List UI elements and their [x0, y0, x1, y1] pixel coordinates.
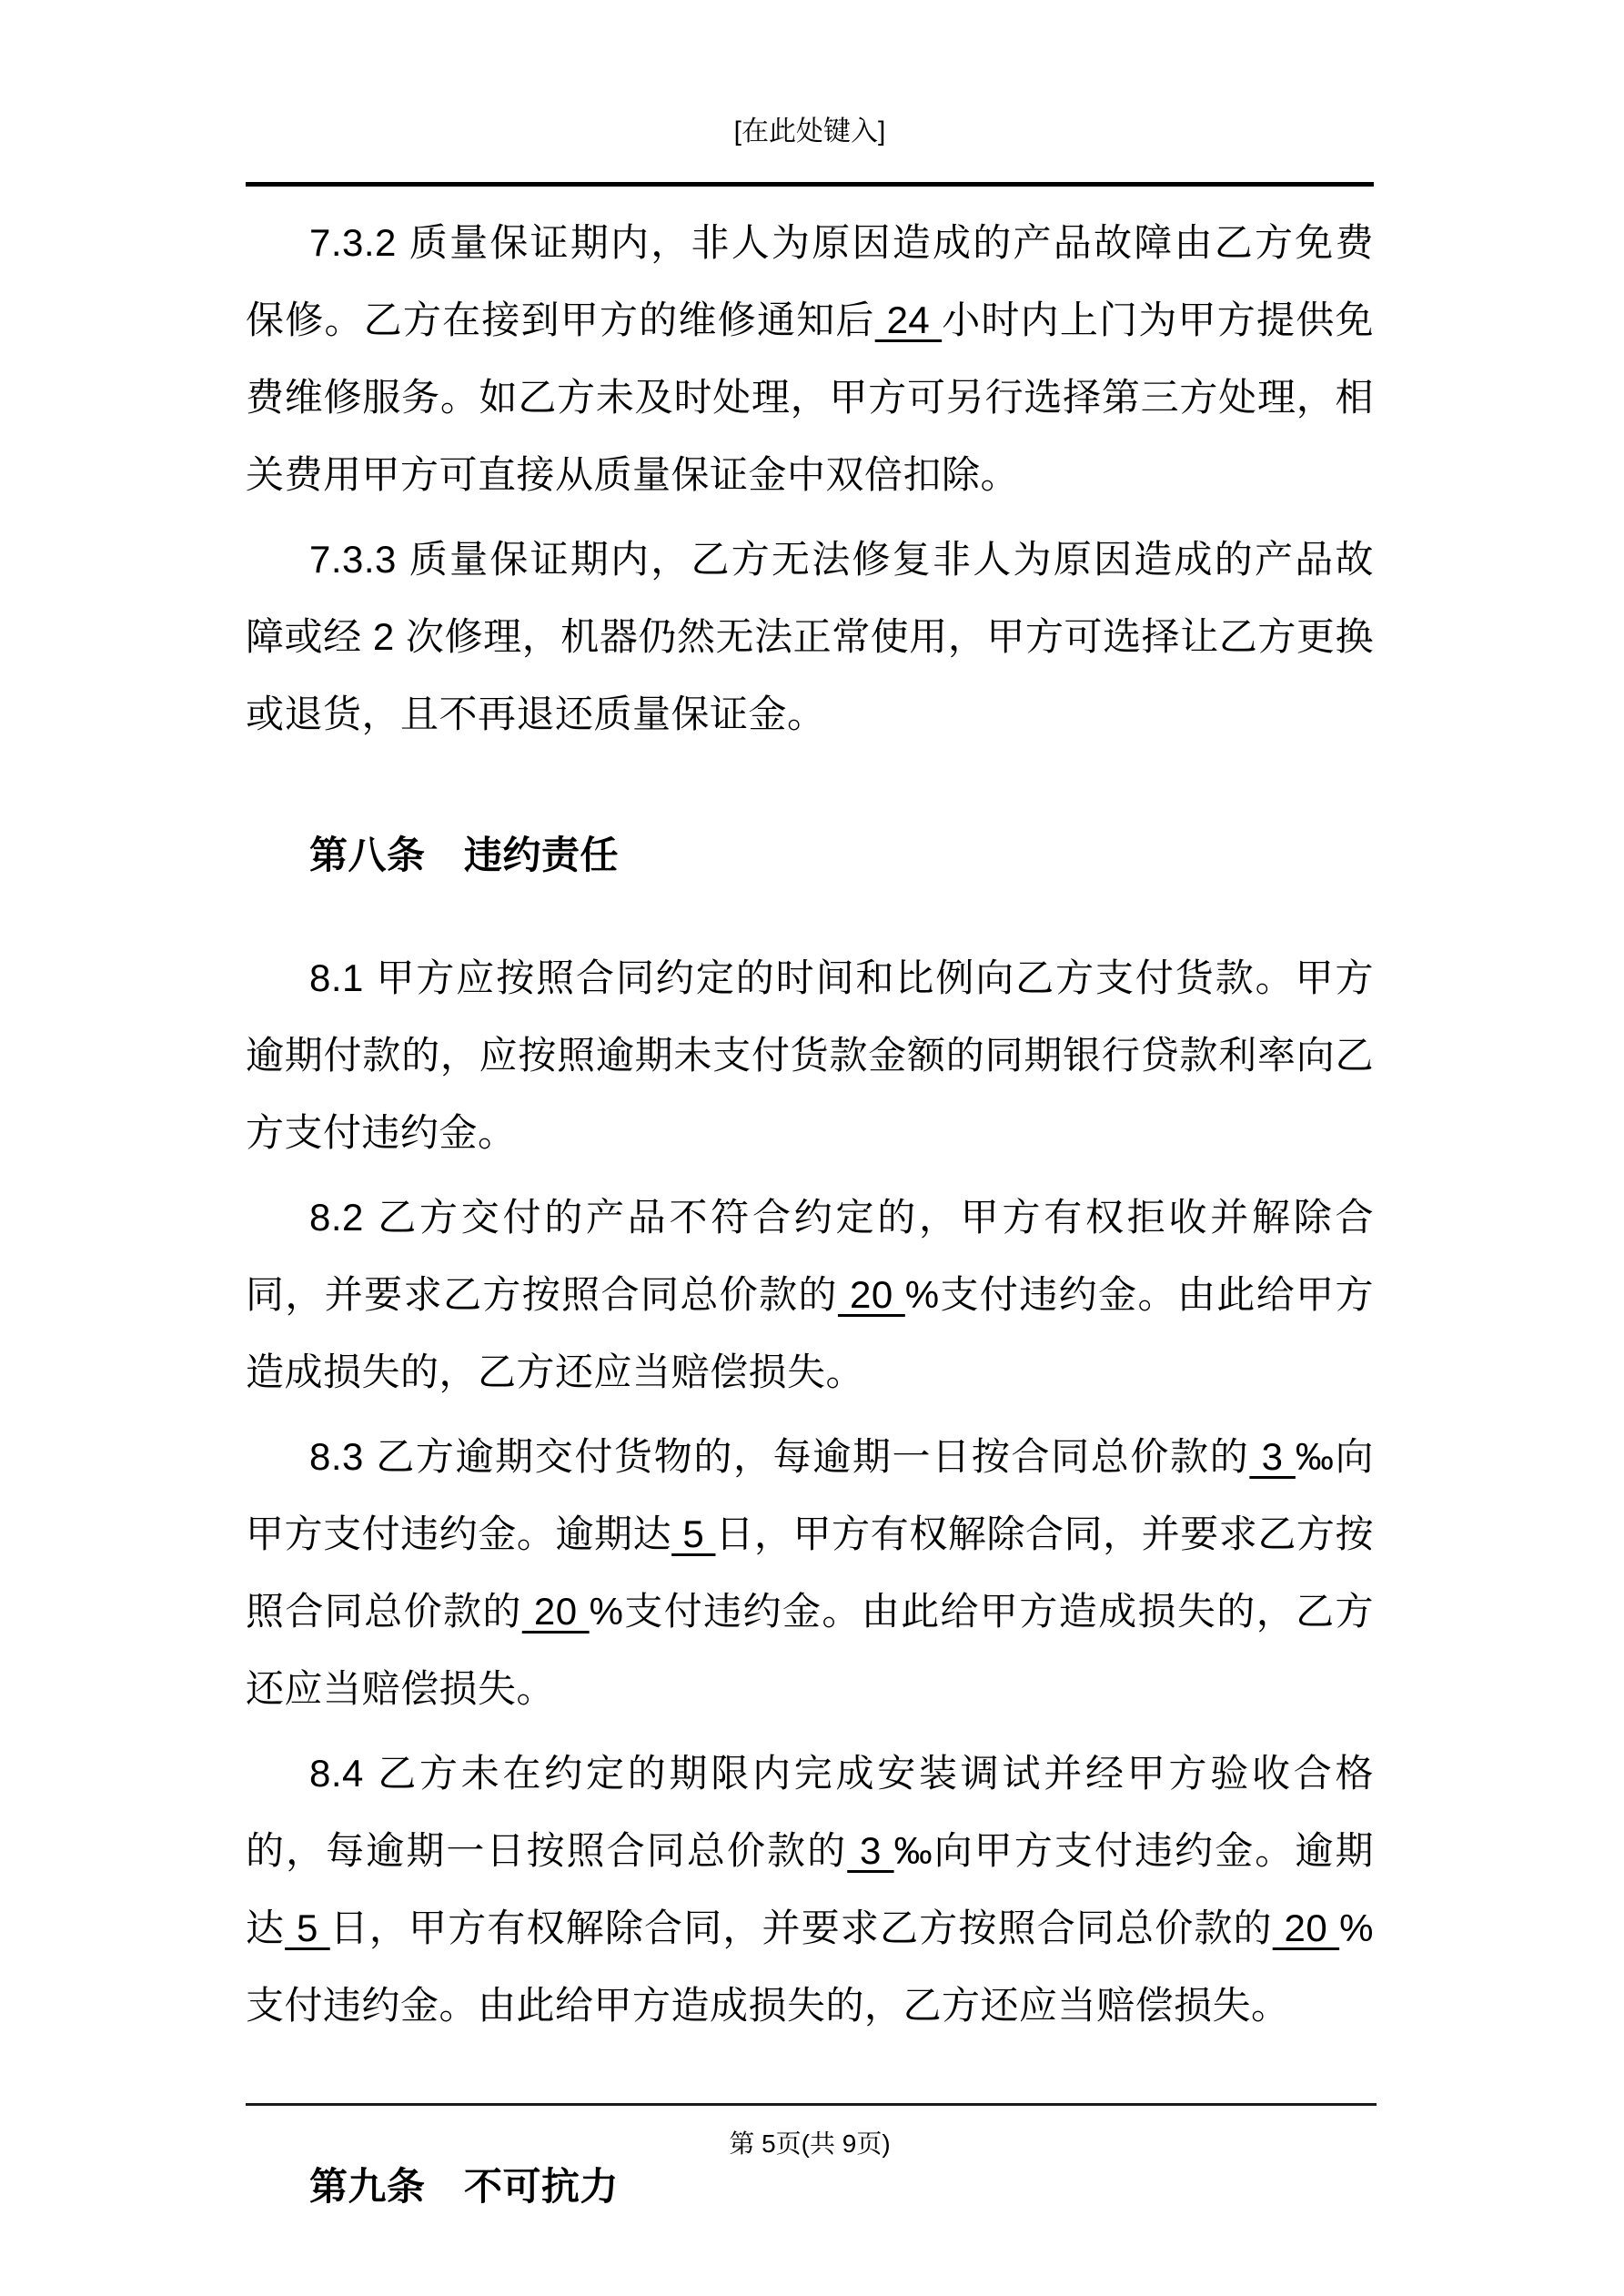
document-body[interactable]: [246, 204, 1374, 2271]
text-run: 第八条 违约责任: [309, 834, 620, 876]
clause-7-3-3: [246, 521, 1374, 753]
text-run: 7.3.2 质量保证期内，非人为原因造成的产品故障由乙方免费保修。乙方在接到甲方的维修通知后: [246, 221, 1374, 341]
fill-in-value: 3: [847, 1829, 894, 1872]
page-footer: [246, 2128, 1374, 2160]
text-run: %支付违约金。由此给甲方造成损失的，乙方还应当赔偿损失。: [246, 1273, 1374, 1393]
heading-article-8: [246, 816, 1374, 894]
text-run: ‰向甲方支付违约金。逾期达: [246, 1829, 1374, 1949]
text-run: 日，甲方有权解除合同，并要求乙方按照合同总价款的: [329, 1907, 1273, 1949]
fill-in-value: 24: [874, 298, 943, 341]
fill-in-value: 5: [671, 1512, 716, 1555]
fill-in-value: 20: [1272, 1907, 1340, 1949]
text-run: 8.2 乙方交付的产品不符合约定的，甲方有权拒收并解除合同，并要求乙方按照合同总价款的: [246, 1196, 1374, 1316]
text-run: ‰向甲方支付违约金。逾期达: [246, 1435, 1374, 1555]
fill-in-value: 5: [285, 1907, 330, 1949]
clause-8-1: [246, 939, 1374, 1171]
fill-in-value: 20: [837, 1273, 905, 1316]
text-run: %支付违约金。由此给甲方造成损失的，乙方还应当赔偿损失。: [246, 1907, 1374, 2027]
text-run: 小时内上门为甲方提供免费维修服务。如乙方未及时处理，甲方可另行选择第三方处理，相关费用甲方可直接从质量保证金中双倍扣除。: [246, 298, 1374, 496]
fill-in-value: 20: [521, 1590, 590, 1633]
text-run: 7.3.3 质量保证期内，乙方无法修复非人为原因造成的产品故障或经 2 次修理，机器仍然无法正常使用，甲方可选择让乙方更换或退货，且不再退还质量保证金。: [246, 538, 1374, 735]
page-header: [246, 115, 1374, 149]
fill-in-value: 3: [1249, 1435, 1296, 1478]
header-type-here-placeholder[interactable]: [在此处键入]: [733, 116, 886, 147]
text-run: 第九条 不可抗力: [309, 2165, 620, 2208]
page-number-label: 第 5页(共 9页): [729, 2129, 891, 2158]
text-run: 8.3 乙方逾期交付货物的，每逾期一日按合同总价款的: [309, 1435, 1250, 1478]
clause-7-3-2: [246, 204, 1374, 513]
text-run: %支付违约金。由此给甲方造成损失的，乙方还应当赔偿损失。: [246, 1590, 1374, 1710]
footer-rule: [246, 2103, 1377, 2106]
clause-8-3: [246, 1418, 1374, 1727]
text-run: 日，甲方有权解除合同，并要求乙方按照合同总价款的: [246, 1512, 1374, 1633]
text-run: 8.1 甲方应按照合同约定的时间和比例向乙方支付货款。甲方逾期付款的，应按照逾期未支付货款金额的同期银行贷款利率向乙方支付违约金。: [246, 956, 1374, 1154]
clause-8-4: [246, 1735, 1374, 2044]
header-rule: [246, 182, 1374, 187]
clause-8-2: [246, 1178, 1374, 1411]
text-run: 8.4 乙方未在约定的期限内完成安装调试并经甲方验收合格的，每逾期一日按照合同总价款的: [246, 1752, 1374, 1872]
